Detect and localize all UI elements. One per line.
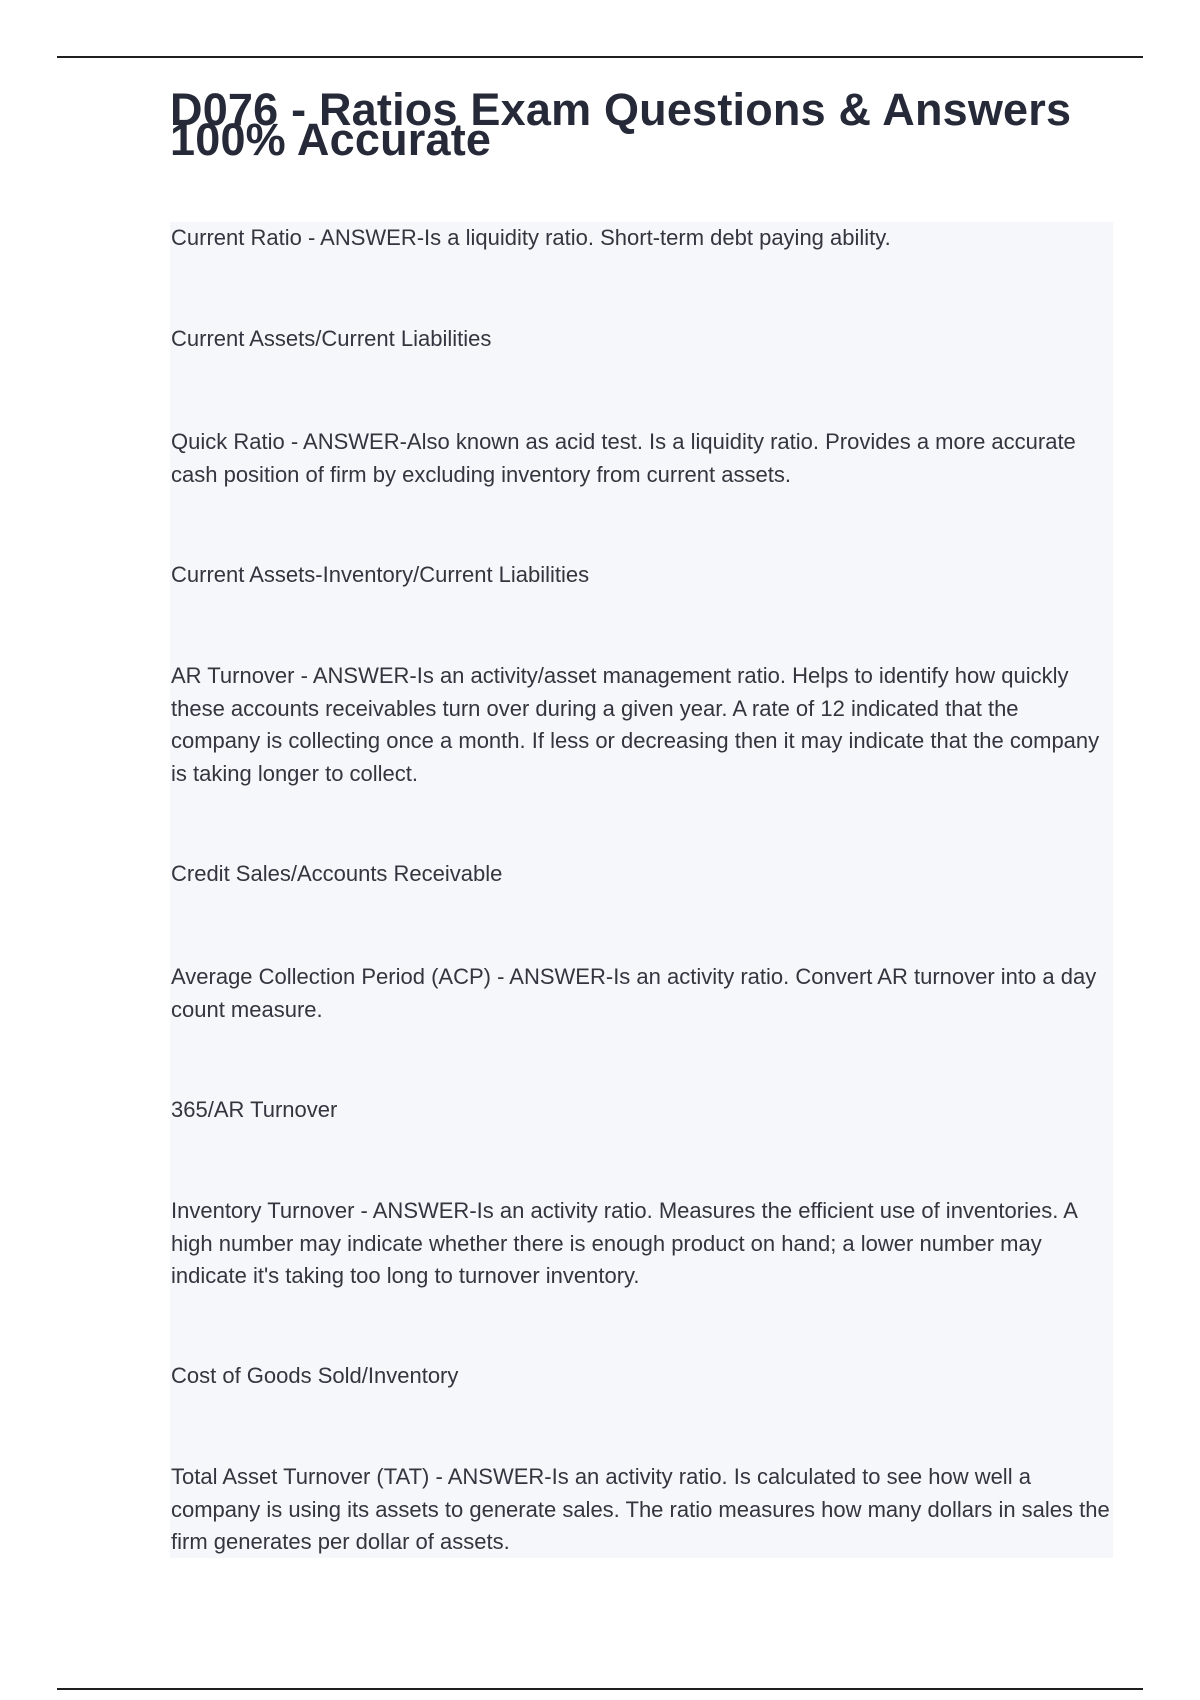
paragraph-average-collection-period: Average Collection Period (ACP) - ANSWER-Is an activity ratio. Convert AR turnover into a day count measure.: [171, 964, 1097, 1022]
paragraph-quick-ratio-formula: Current Assets-Inventory/Current Liabilities: [171, 562, 590, 587]
paragraph-current-ratio-formula: Current Assets/Current Liabilities: [171, 326, 492, 351]
document-title: D076 - Ratios Exam Questions & Answers 100% Accurate: [170, 84, 1072, 165]
paragraph-ar-turnover: AR Turnover - ANSWER-Is an activity/asset management ratio. Helps to identify how quickly these accounts receivables turn over during a given year. A rate of 12 indicated that the company is collecting once a month. If less or decreasing then it may indicate that the company is taking longer to collect.: [171, 663, 1100, 786]
paragraph-inventory-turnover: Inventory Turnover - ANSWER-Is an activity ratio. Measures the efficient use of inventories. A high number may indicate whether there is enough product on hand; a lower number may indicate it's taking too long to turnover inventory.: [171, 1198, 1077, 1288]
paragraph-current-ratio: Current Ratio - ANSWER-Is a liquidity ratio. Short-term debt paying ability.: [171, 225, 891, 250]
paragraph-ar-turnover-formula: Credit Sales/Accounts Receivable: [171, 861, 503, 886]
bottom-divider: [57, 1688, 1143, 1690]
paragraph-acp-formula: 365/AR Turnover: [171, 1097, 338, 1122]
top-divider: [57, 56, 1143, 58]
paragraph-total-asset-turnover: Total Asset Turnover (TAT) - ANSWER-Is an activity ratio. Is calculated to see how well a company is using its assets to generate sales. The ratio measures how many dollars in sales the firm generates per dollar of assets.: [171, 1464, 1110, 1554]
paragraph-quick-ratio: Quick Ratio - ANSWER-Also known as acid test. Is a liquidity ratio. Provides a more accurate cash position of firm by excluding inventory from current assets.: [171, 429, 1076, 487]
paragraph-inventory-turnover-formula: Cost of Goods Sold/Inventory: [171, 1363, 459, 1388]
document-body: [170, 222, 1113, 1558]
